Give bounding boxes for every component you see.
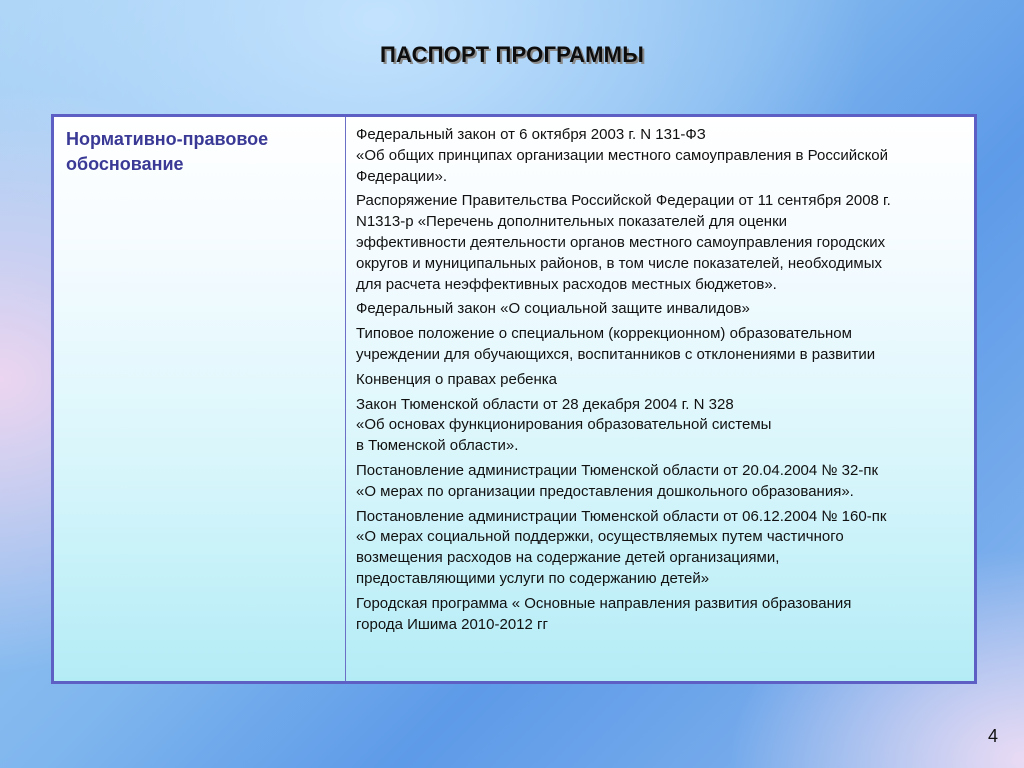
document-entry-line: Закон Тюменской области от 28 декабря 2004 г. N 328 [356,395,734,413]
document-entry-line: Постановление администрации Тюменской области от 06.12.2004 № 160-пк [356,507,887,525]
document-entry-line: эффективности деятельности органов местного самоуправления городских [356,233,886,251]
slide-title: ПАСПОРТ ПРОГРАММЫ [380,42,644,67]
document-entry-line: «О мерах по организации предоставления дошкольного образования». [356,482,854,500]
label-cell [54,117,346,681]
document-entry-line: N1313-р «Перечень дополнительных показателей для оценки [356,213,788,231]
document-entry-line: Конвенция о правах ребенка [356,370,557,388]
document-entry [356,370,966,391]
document-entry [356,125,966,187]
document-entry-line: Распоряжение Правительства Российской Федерации от 11 сентября 2008 г. [356,192,891,210]
document-entry-line: «О мерах социальной поддержки, осуществляемых путем частичного [356,528,844,546]
document-entry-line: Федерации». [356,167,448,185]
document-entry [356,507,966,590]
document-entry [356,395,966,457]
document-entry-line: Федеральный закон от 6 октября 2003 г. N 131-ФЗ [356,126,706,143]
document-entry-line: «Об общих принципах организации местного самоуправления в Российской [356,146,889,164]
document-entry-line: предоставляющими услуги по содержанию детей» [356,569,710,587]
document-entry-line: города Ишима 2010-2012 гг [356,615,548,633]
document-entry-line: учреждении для обучающихся, воспитанников с отклонениями в развитии [356,345,876,363]
document-entry [356,594,966,636]
content-cell [346,117,974,681]
document-entry-line: для расчета неэффективных расходов местных бюджетов». [356,275,777,293]
document-entry-line: Городская программа « Основные направления развития образования [356,594,852,612]
document-entry-line: Постановление администрации Тюменской области от 20.04.2004 № 32-пк [356,461,879,479]
document-entry [356,324,966,366]
document-entry [356,191,966,295]
section-label: Нормативно-правовое обоснование [66,129,269,174]
document-entry-line: Федеральный закон «О социальной защите инвалидов» [356,300,750,318]
document-entry-line: «Об основах функционирования образовательной системы [356,416,772,434]
document-entry [356,461,966,503]
page-number: 4 [987,726,998,746]
document-entry-line: в Тюменской области». [356,437,519,455]
document-entry-line: возмещения расходов на содержание детей организациями, [356,549,780,567]
passport-table [51,114,977,684]
document-entry-line: округов и муниципальных районов, в том числе показателей, необходимых [356,254,882,272]
document-entry [356,299,966,320]
document-entry-line: Типовое положение о специальном (коррекционном) образовательном [356,325,852,343]
